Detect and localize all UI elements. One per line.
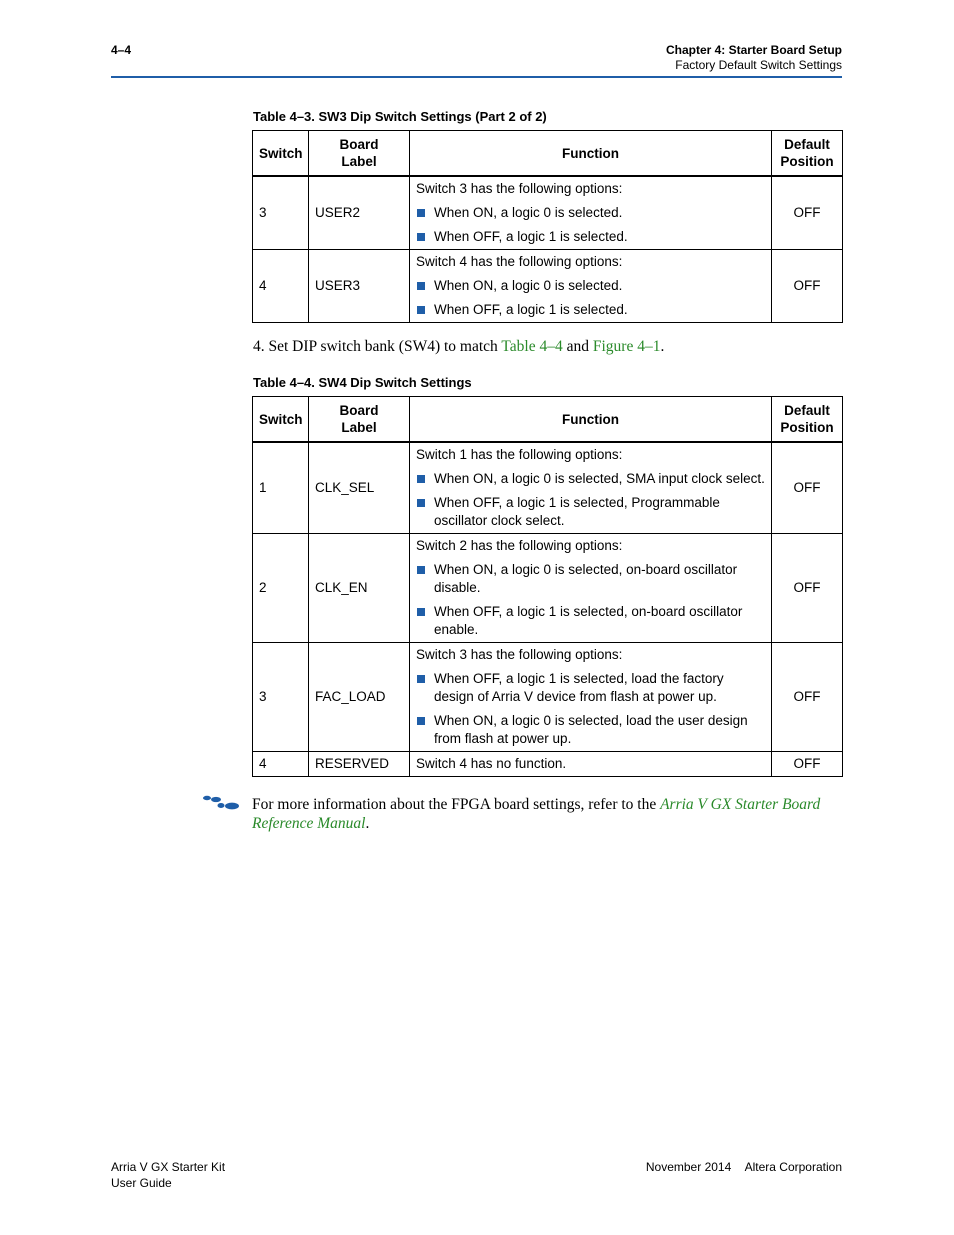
cell-default-position: OFF [772, 250, 843, 323]
cell-switch: 4 [253, 250, 309, 323]
option-text: When OFF, a logic 1 is selected, Programmable oscillator clock select. [434, 495, 720, 528]
function-intro: Switch 3 has the following options: [416, 181, 623, 196]
header-function: Function [410, 131, 772, 177]
square-bullet-icon [417, 475, 425, 483]
header-board-label: Board Label [309, 397, 410, 443]
header-default-position: Default Position [772, 397, 843, 443]
page-number: 4–4 [111, 43, 132, 57]
square-bullet-icon [417, 675, 425, 683]
table4-body [253, 442, 843, 777]
footer-doc-type: User Guide [111, 1176, 172, 1190]
header-board-label: Board Label [309, 131, 410, 177]
function-intro: Switch 2 has the following options: [416, 538, 623, 553]
step-4 [253, 337, 664, 356]
option-text: When OFF, a logic 1 is selected. [434, 302, 628, 317]
square-bullet-icon [417, 233, 425, 241]
chapter-title: Chapter 4: Starter Board Setup [665, 43, 842, 57]
option-text: When ON, a logic 0 is selected. [434, 205, 623, 220]
function-intro: Switch 4 has no function. [416, 756, 567, 771]
cell-function [410, 442, 772, 534]
cell-function [410, 534, 772, 643]
cell-board-label: FAC_LOAD [309, 643, 410, 752]
square-bullet-icon [417, 209, 425, 217]
cell-function [410, 643, 772, 752]
reference-manual-link[interactable]: Arria V GX Starter Board Reference Manual [252, 796, 821, 832]
table3 [252, 130, 843, 323]
table-row [253, 442, 843, 534]
cell-switch: 2 [253, 534, 309, 643]
header-rule [111, 76, 842, 78]
header-default-position: Default Position [772, 131, 843, 177]
option-item [416, 301, 765, 319]
table4-caption: Table 4–4. SW4 Dip Switch Settings [253, 375, 472, 390]
table-4-4-link[interactable]: Table 4–4 [501, 338, 563, 355]
step-4-and: and [562, 338, 593, 355]
option-item [416, 228, 765, 246]
cell-switch: 1 [253, 442, 309, 534]
figure-4-1-link[interactable]: Figure 4–1 [592, 338, 661, 355]
square-bullet-icon [417, 608, 425, 616]
cell-switch: 3 [253, 643, 309, 752]
option-item [416, 670, 765, 706]
option-text: When ON, a logic 0 is selected, on-board oscillator disable. [434, 562, 738, 595]
option-text: When OFF, a logic 1 is selected, on-board oscillator enable. [434, 604, 743, 637]
option-item [416, 603, 765, 639]
square-bullet-icon [417, 282, 425, 290]
cell-board-label: CLK_SEL [309, 442, 410, 534]
cell-default-position: OFF [772, 176, 843, 250]
option-item [416, 494, 765, 530]
cell-default-position: OFF [772, 534, 843, 643]
step-4-text: 4. Set DIP switch bank (SW4) to match [253, 338, 502, 355]
option-item [416, 277, 765, 295]
cell-switch: 4 [253, 752, 309, 777]
cell-function [410, 752, 772, 777]
header-switch: Switch [253, 131, 309, 177]
table3-body [253, 176, 843, 323]
footer-date: November 2014 [645, 1160, 732, 1174]
note-paragraph [252, 795, 842, 833]
option-text: When OFF, a logic 1 is selected, load the factory design of Arria V device from flash at power up. [434, 671, 724, 704]
cell-board-label: USER2 [309, 176, 410, 250]
cell-default-position: OFF [772, 752, 843, 777]
step-4-suffix: . [660, 338, 665, 355]
footer-company: Altera Corporation [744, 1160, 842, 1174]
square-bullet-icon [417, 306, 425, 314]
option-item [416, 470, 765, 488]
square-bullet-icon [417, 566, 425, 574]
footprint-note-icon [201, 795, 241, 811]
function-intro: Switch 4 has the following options: [416, 254, 623, 269]
table3-caption: Table 4–3. SW3 Dip Switch Settings (Part 2 of 2) [253, 109, 547, 124]
option-text: When ON, a logic 0 is selected, load the user design from flash at power up. [434, 713, 748, 746]
cell-board-label: CLK_EN [309, 534, 410, 643]
cell-switch: 3 [253, 176, 309, 250]
option-item [416, 204, 765, 222]
square-bullet-icon [417, 717, 425, 725]
table-row [253, 643, 843, 752]
cell-board-label: USER3 [309, 250, 410, 323]
table-row [253, 176, 843, 250]
square-bullet-icon [417, 499, 425, 507]
option-text: When ON, a logic 0 is selected, SMA input clock select. [434, 471, 765, 486]
cell-default-position: OFF [772, 442, 843, 534]
option-text: When ON, a logic 0 is selected. [434, 278, 623, 293]
note-suffix: . [365, 815, 370, 832]
cell-function [410, 250, 772, 323]
footer-product: Arria V GX Starter Kit [111, 1160, 226, 1174]
section-title: Factory Default Switch Settings [675, 58, 842, 72]
option-text: When OFF, a logic 1 is selected. [434, 229, 628, 244]
cell-board-label: RESERVED [309, 752, 410, 777]
cell-function [410, 176, 772, 250]
function-intro: Switch 3 has the following options: [416, 647, 623, 662]
table4 [252, 396, 843, 777]
header-switch: Switch [253, 397, 309, 443]
table-row [253, 250, 843, 323]
function-intro: Switch 1 has the following options: [416, 447, 623, 462]
option-item [416, 561, 765, 597]
header-function: Function [410, 397, 772, 443]
option-item [416, 712, 765, 748]
table-row [253, 534, 843, 643]
table-row [253, 752, 843, 777]
cell-default-position: OFF [772, 643, 843, 752]
footer-date-company [646, 1160, 842, 1175]
note-text: For more information about the FPGA board settings, refer to the [252, 796, 661, 813]
